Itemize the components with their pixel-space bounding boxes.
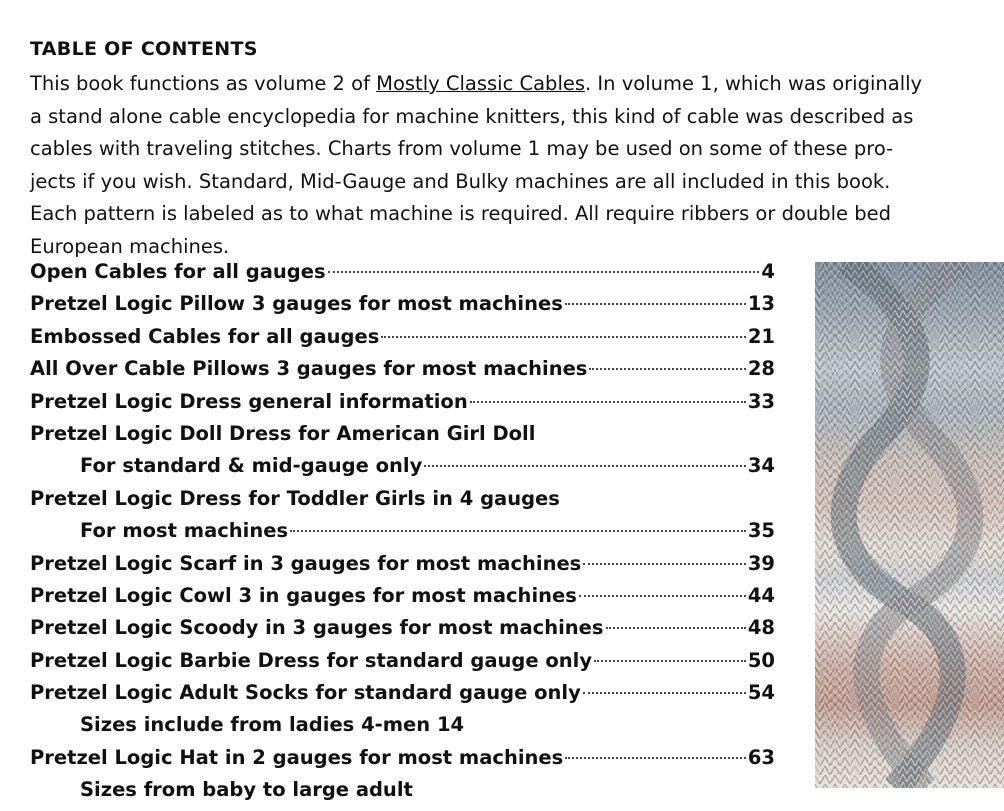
toc-entry: [30, 325, 775, 357]
toc-entry-title: Sizes include from ladies 4-men 14: [80, 713, 465, 737]
toc-page-number: 21: [747, 324, 775, 348]
toc-entry: [30, 292, 775, 324]
dot-leader: [470, 401, 746, 403]
toc-entry: [30, 260, 775, 292]
toc-entry-title: Pretzel Logic Scoody in 3 gauges for most machines: [30, 616, 604, 640]
toc-entry-title: Open Cables for all gauges: [30, 260, 326, 283]
toc-page-number: 44: [747, 583, 775, 607]
dot-leader: [589, 368, 745, 370]
dot-leader: [565, 303, 746, 305]
toc-entry-title: For standard & mid-gauge only: [80, 454, 423, 478]
toc-entry-title: Embossed Cables for all gauges: [30, 324, 380, 348]
toc-entry: [30, 390, 775, 422]
dot-leader: [583, 692, 746, 694]
dot-leader: [328, 271, 760, 273]
toc-page-number: 28: [747, 357, 775, 381]
toc-page-number: 63: [747, 745, 775, 769]
toc-page-number: 48: [747, 616, 775, 640]
dot-leader: [594, 660, 746, 662]
page-title: TABLE OF CONTENTS: [30, 38, 258, 60]
dot-leader: [579, 595, 746, 597]
toc-entry: [30, 616, 775, 648]
knitted-cable-photo: [815, 262, 1004, 788]
intro-line-5: Each pattern is labeled as to what machine is required. All require ribbers or double bed: [30, 202, 891, 226]
cable-swatch-illustration: [815, 262, 1004, 788]
dot-leader: [381, 336, 746, 338]
toc-page-number: 54: [747, 681, 775, 705]
toc-entry-title: Pretzel Logic Cowl 3 in gauges for most machines: [30, 583, 577, 607]
toc-entry-title: For most machines: [80, 519, 289, 543]
toc-entry-title: Pretzel Logic Scarf in 3 gauges for most machines: [30, 551, 582, 575]
dot-leader: [424, 465, 746, 467]
toc-entry-title: Pretzel Logic Barbie Dress for standard gauge only: [30, 648, 593, 672]
toc-entry: [30, 552, 775, 584]
intro-line-6: European machines.: [30, 234, 230, 258]
dot-leader: [290, 530, 746, 532]
intro-line-4: jects if you wish. Standard, Mid-Gauge and Bulky machines are all included in this book.: [30, 169, 891, 193]
toc-entry: [30, 357, 775, 389]
toc-page-number: 50: [747, 648, 775, 672]
toc-entry-title: All Over Cable Pillows 3 gauges for most machines: [30, 357, 588, 381]
toc-entry-title: Pretzel Logic Dress general information: [30, 389, 468, 413]
toc-page-number: 39: [747, 551, 775, 575]
toc-list: [30, 260, 775, 811]
toc-entry: [30, 681, 775, 713]
toc-page-number: 4: [761, 260, 775, 283]
intro-line-2: a stand alone cable encyclopedia for machine knitters, this kind of cable was described as: [30, 104, 914, 128]
toc-entry-title: Pretzel Logic Doll Dress for American Girl Doll: [30, 421, 536, 445]
toc-page-number: 33: [747, 389, 775, 413]
toc-subentry: [30, 519, 775, 551]
toc-page-number: 34: [747, 454, 775, 478]
toc-note: [30, 713, 775, 745]
toc-page-number: 13: [747, 292, 775, 316]
toc-entry-title: Pretzel Logic Adult Socks for standard gauge only: [30, 681, 581, 705]
intro-text: . In volume 1, which was originally: [585, 72, 923, 95]
toc-entry-title: Sizes from baby to large adult: [80, 778, 413, 802]
toc-subentry: [30, 454, 775, 486]
dot-leader: [565, 757, 746, 759]
intro-line-3: cables with traveling stitches. Charts from volume 1 may be used on some of these pro-: [30, 137, 894, 161]
intro-text: This book functions as volume 2 of: [30, 72, 377, 95]
toc-entry: [30, 584, 775, 616]
toc-entry: [30, 649, 775, 681]
toc-entry-title: Pretzel Logic Hat in 2 gauges for most machines: [30, 745, 564, 769]
toc-entry-title: Pretzel Logic Pillow 3 gauges for most machines: [30, 292, 563, 316]
toc-entry-title: Pretzel Logic Dress for Toddler Girls in 4 gauges: [30, 486, 560, 510]
intro-paragraph: [30, 68, 1002, 264]
book-title-link: Mostly Classic Cables: [376, 72, 586, 95]
dot-leader: [583, 563, 746, 565]
dot-leader: [606, 627, 746, 629]
toc-entry: [30, 746, 775, 778]
toc-page-number: 35: [747, 519, 775, 543]
toc-entry: [30, 422, 775, 454]
intro-line-1: [30, 68, 1002, 101]
toc-entry: [30, 487, 775, 519]
